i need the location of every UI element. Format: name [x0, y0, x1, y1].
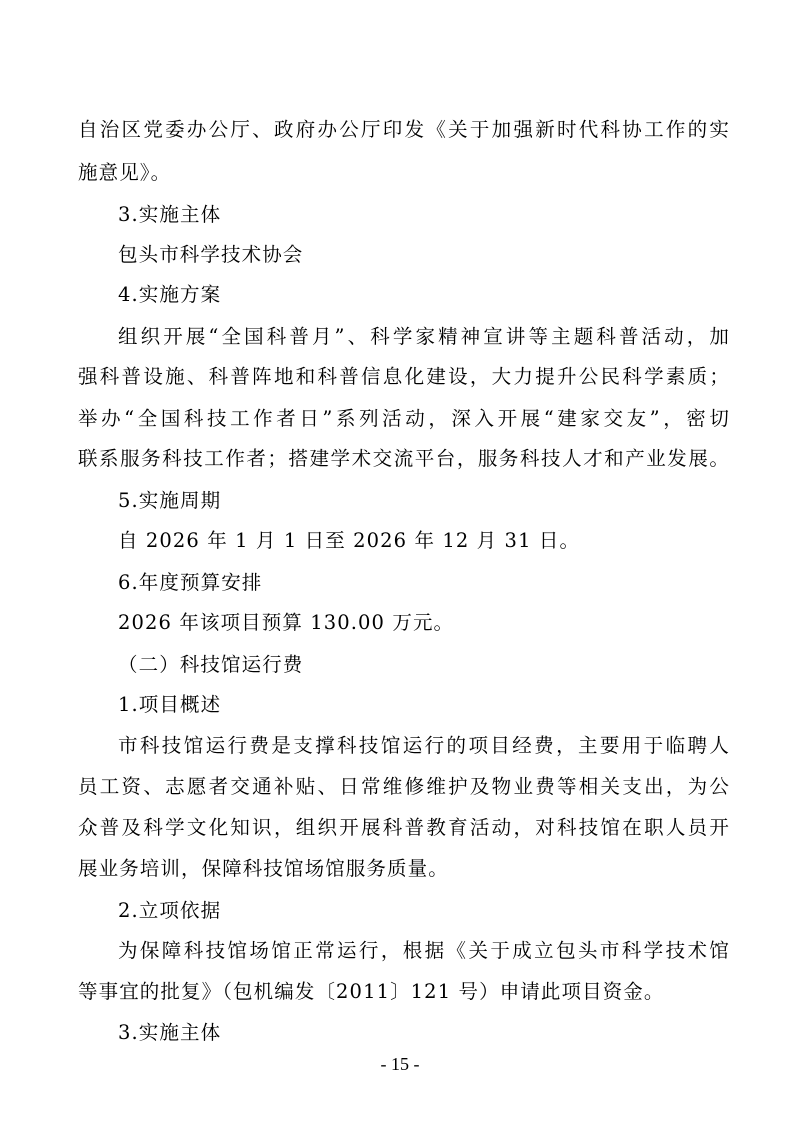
body-text-line: 包头市科学技术协会 — [118, 243, 304, 266]
section-heading: 3.实施主体 — [118, 203, 222, 226]
body-text-line: 众普及科学文化知识，组织开展科普教育活动，对科技馆在职人员开 — [78, 816, 730, 839]
section-heading: 6.年度预算安排 — [118, 571, 263, 594]
body-text-line: 市科技馆运行费是支撑科技馆运行的项目经费，主要用于临聘人 — [118, 734, 730, 757]
page-number: - 15 - — [380, 1054, 420, 1074]
body-text-line: 联系服务科技工作者；搭建学术交流平台，服务科技人才和产业发展。 — [78, 447, 730, 470]
body-text-line: 等事宜的批复》（包机编发〔2011〕121 号）申请此项目资金。 — [78, 980, 665, 1003]
section-heading: 5.实施周期 — [118, 489, 222, 512]
body-text-line: 组织开展“全国科普月”、科学家精神宣讲等主题科普活动，加 — [118, 325, 730, 348]
body-text-line: 自治区党委办公厅、政府办公厅印发《关于加强新时代科协工作的实 — [78, 118, 730, 141]
body-text-line: 自 2026 年 1 月 1 日至 2026 年 12 月 31 日。 — [118, 529, 581, 552]
body-text-line: 为保障科技馆场馆正常运行，根据《关于成立包头市科学技术馆 — [118, 939, 730, 962]
body-text-line: 施意见》。 — [78, 161, 172, 184]
body-text-line: 员工资、志愿者交通补贴、日常维修维护及物业费等相关支出，为公 — [78, 775, 730, 798]
body-text-line: 展业务培训，保障科技馆场馆服务质量。 — [78, 857, 449, 880]
section-heading: 4.实施方案 — [118, 283, 222, 306]
section-heading: 3.实施主体 — [118, 1021, 222, 1044]
body-text-line: 举办“全国科技工作者日”系列活动，深入开展“建家交友”，密切 — [78, 407, 730, 430]
body-text-line: 2026 年该项目预算 130.00 万元。 — [118, 611, 455, 634]
body-text-line: 强科普设施、科普阵地和科普信息化建设，大力提升公民科学素质； — [78, 365, 730, 388]
section-heading: 1.项目概述 — [118, 693, 222, 716]
subsection-heading: （二）科技馆运行费 — [118, 653, 304, 676]
section-heading: 2.立项依据 — [118, 899, 222, 922]
